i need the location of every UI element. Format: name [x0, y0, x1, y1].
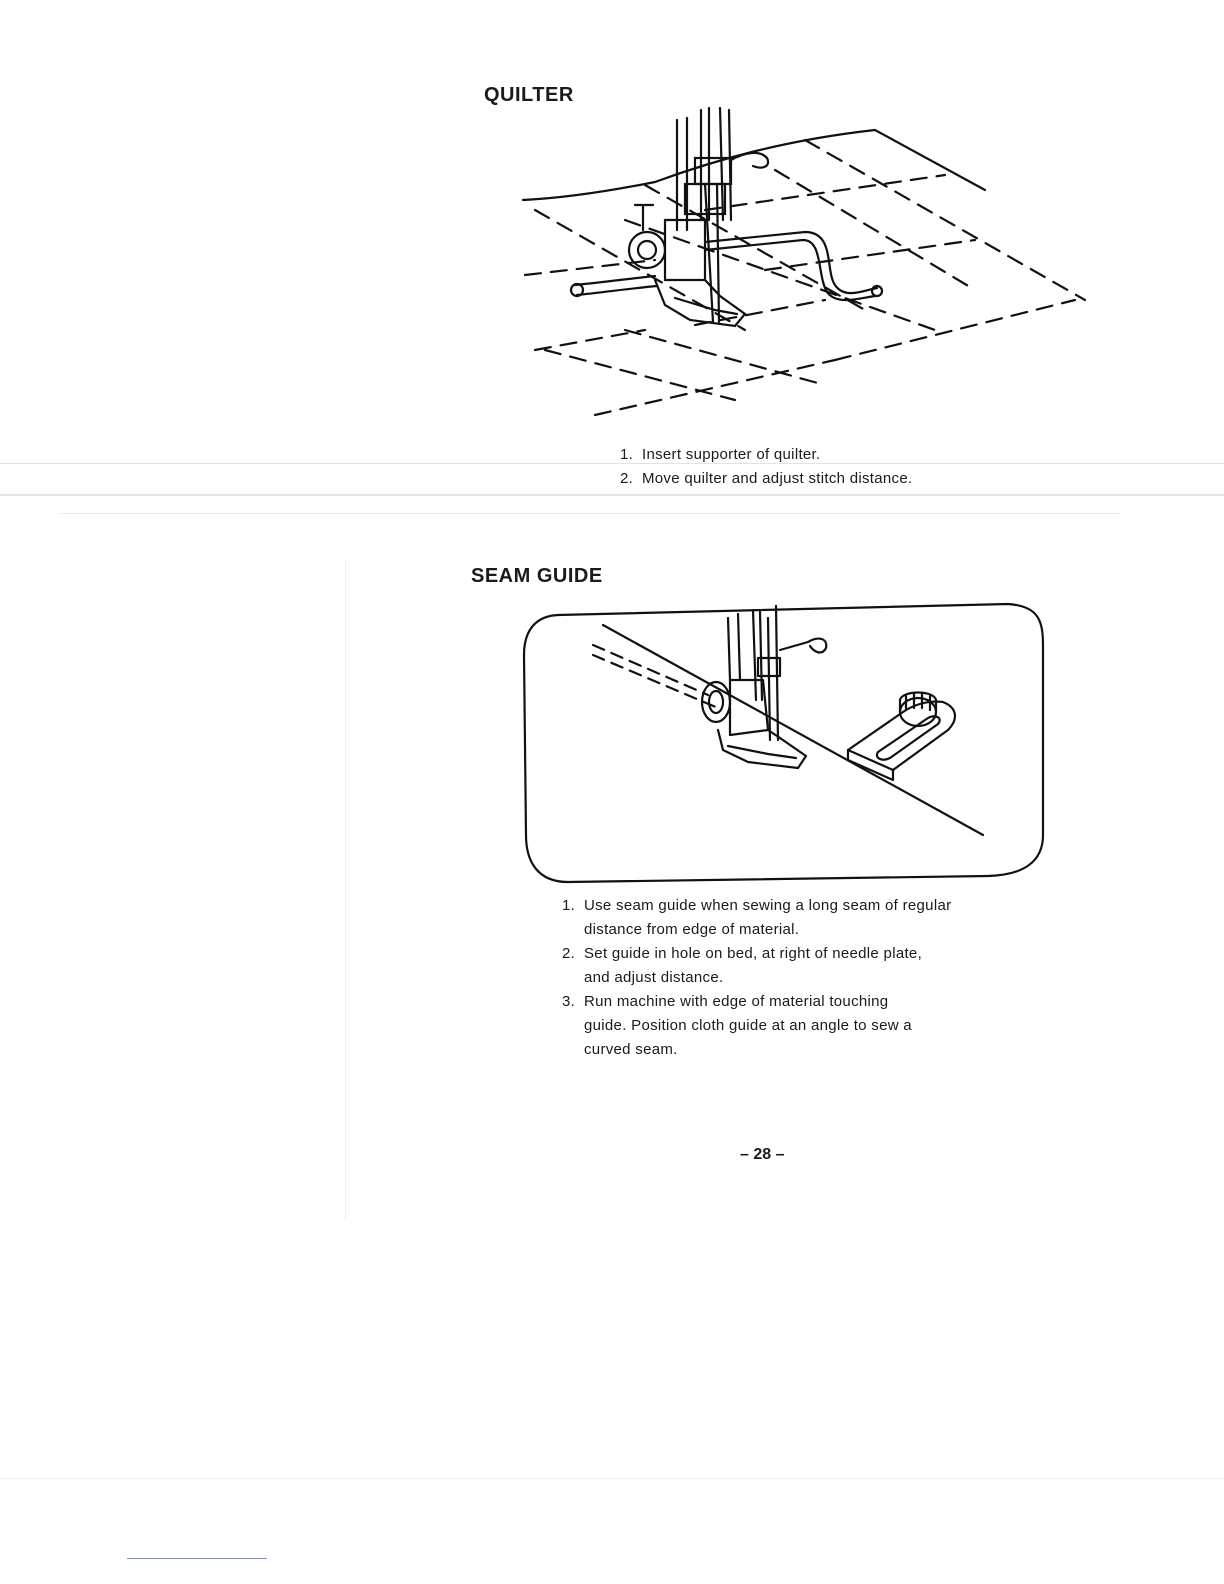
seam-guide-heading: SEAM GUIDE	[471, 565, 603, 587]
step-number: 2.	[562, 945, 576, 962]
scan-rule-divider	[0, 494, 1224, 496]
quilter-steps	[620, 443, 912, 491]
step-number: 2.	[620, 470, 634, 487]
seam-guide-step	[562, 894, 1002, 942]
seam-guide-step	[562, 990, 1002, 1062]
step-line: Set guide in hole on bed, at right of needle plate,	[584, 945, 923, 962]
step-line: Run machine with edge of material touching	[584, 993, 889, 1010]
step-number: 1.	[620, 446, 634, 463]
step-line: guide. Position cloth guide at an angle to sew a	[584, 1017, 912, 1034]
step-line: and adjust distance.	[584, 969, 724, 986]
scan-rule-top	[0, 463, 1224, 464]
step-line: distance from edge of material.	[584, 921, 800, 938]
quilter-step	[620, 443, 912, 467]
seam-guide-illustration	[518, 600, 1048, 885]
scan-rule-divider-2	[60, 513, 1120, 514]
step-line: Use seam guide when sewing a long seam of regular	[584, 897, 952, 914]
step-text: Move quilter and adjust stitch distance.	[642, 470, 913, 487]
quilter-step	[620, 467, 912, 491]
step-number: 1.	[562, 897, 576, 914]
step-text: Insert supporter of quilter.	[642, 446, 821, 463]
blue-edge-mark	[127, 1558, 267, 1559]
page-number: – 28 –	[740, 1146, 785, 1163]
scan-rule-bottom	[0, 1478, 1224, 1479]
quilter-illustration	[505, 100, 1105, 430]
step-number: 3.	[562, 993, 576, 1010]
step-line: curved seam.	[584, 1041, 678, 1058]
margin-rule-left	[345, 560, 346, 1220]
quilter-heading: QUILTER	[484, 84, 574, 106]
seam-guide-step	[562, 942, 1002, 990]
seam-guide-steps	[562, 894, 1002, 1062]
